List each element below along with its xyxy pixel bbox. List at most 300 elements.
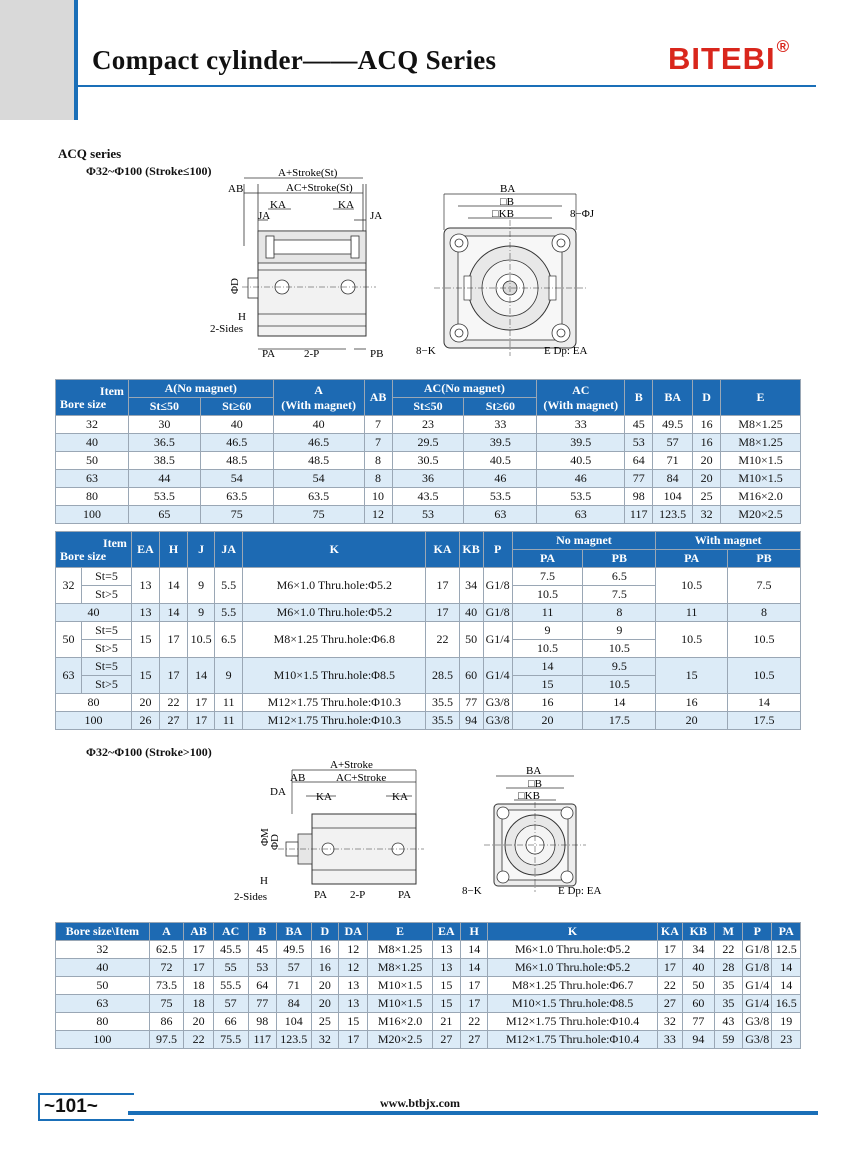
- table-cell: 14: [461, 941, 488, 959]
- table-cell: 63: [464, 506, 537, 524]
- table-cell: 40: [200, 416, 273, 434]
- header-rule: [78, 85, 816, 87]
- cell-k: M12×1.75 Thru.hole:Φ10.3: [243, 694, 426, 712]
- cell-p: G1/8: [483, 604, 512, 622]
- table-cell: M16×2.0: [721, 488, 801, 506]
- cell-bore: 100: [56, 712, 132, 730]
- table-header-cell: M: [714, 923, 742, 941]
- table-cell: 117: [625, 506, 653, 524]
- cell-with-pa: 11: [656, 604, 728, 622]
- header-ba: BA: [653, 380, 693, 416]
- table-cell: 80: [56, 1013, 150, 1031]
- table-cell: 63.5: [200, 488, 273, 506]
- cell-ka: 35.5: [426, 694, 459, 712]
- table-cell: 12: [364, 506, 392, 524]
- cell-h: 27: [160, 712, 188, 730]
- table-cell: 98: [625, 488, 653, 506]
- table-header-cell: Bore size\Item: [56, 923, 150, 941]
- header-blue-line: [74, 0, 78, 120]
- cell-ja: 9: [215, 658, 243, 694]
- cell-k: M10×1.5 Thru.hole:Φ8.5: [243, 658, 426, 694]
- table-cell: 16.5: [772, 995, 801, 1013]
- table-dimensions-1: [55, 379, 801, 524]
- table-cell: 17: [461, 977, 488, 995]
- table-row: [56, 434, 801, 452]
- cell-ja: 5.5: [215, 568, 243, 604]
- cell-ea: 15: [131, 622, 159, 658]
- dim-phi-m-2: ΦM: [259, 828, 271, 846]
- table-cell: 64: [625, 452, 653, 470]
- table-cell: 75: [200, 506, 273, 524]
- table-cell: 20: [693, 452, 721, 470]
- header2-ka: KA: [426, 532, 459, 568]
- table-cell: 54: [200, 470, 273, 488]
- cell-pa: 10.5: [512, 640, 583, 658]
- table-cell: 63: [537, 506, 625, 524]
- table-cell: 12.5: [772, 941, 801, 959]
- table-cell: 94: [683, 1031, 715, 1049]
- table-cell: 22: [657, 977, 682, 995]
- dim-ab: AB: [228, 183, 244, 195]
- header2-ja: JA: [215, 532, 243, 568]
- table-header-cell: EA: [432, 923, 460, 941]
- dim-b-2: □B: [528, 778, 542, 790]
- header2-with-magnet: With magnet: [656, 532, 801, 550]
- header2-with-magnet-pb: PB: [728, 550, 801, 568]
- front-view-drawing-2: [458, 764, 628, 904]
- header2-k: K: [243, 532, 426, 568]
- table-cell: 57: [276, 959, 311, 977]
- table-row: [56, 568, 801, 586]
- header-ac-no-magnet: AC(No magnet): [392, 380, 537, 398]
- table-cell: 25: [311, 1013, 338, 1031]
- cell-p: G1/4: [483, 658, 512, 694]
- cell-pb: 8: [583, 604, 656, 622]
- dim-ja-right: JA: [370, 210, 383, 222]
- cell-j: 14: [188, 658, 215, 694]
- table-cell: 15: [432, 995, 460, 1013]
- table-row: [56, 1013, 801, 1031]
- table-cell: G1/8: [743, 941, 772, 959]
- table-cell: 39.5: [537, 434, 625, 452]
- cell-pa: 14: [512, 658, 583, 676]
- website-url: www.btbjx.com: [380, 1096, 460, 1110]
- table-cell: 34: [683, 941, 715, 959]
- cell-pb: 17.5: [583, 712, 656, 730]
- cell-kb: 34: [459, 568, 483, 604]
- table-cell: 65: [128, 506, 200, 524]
- header2-with-magnet-pa: PA: [656, 550, 728, 568]
- cell-ja: 6.5: [215, 622, 243, 658]
- table-cell: 75: [273, 506, 364, 524]
- dim-e-dp: E Dp: EA: [544, 345, 588, 357]
- cell-pb: 6.5: [583, 568, 656, 586]
- table-cell: G1/4: [743, 977, 772, 995]
- table-cell: 18: [184, 995, 213, 1013]
- table-cell: 17: [184, 959, 213, 977]
- cell-pa: 11: [512, 604, 583, 622]
- cell-with-pb: 17.5: [728, 712, 801, 730]
- cell-pa: 15: [512, 676, 583, 694]
- table-cell: 40: [56, 434, 129, 452]
- table-cell: 29.5: [392, 434, 464, 452]
- cell-h: 17: [160, 622, 188, 658]
- dim-eight-k-2: 8−K: [462, 885, 482, 897]
- table-cell: M8×1.25: [721, 416, 801, 434]
- table-cell: 28: [714, 959, 742, 977]
- table-cell: 84: [653, 470, 693, 488]
- table-cell: M10×1.5 Thru.hole:Φ8.5: [488, 995, 657, 1013]
- dim-ka-left-2: KA: [316, 791, 332, 803]
- side-view-drawing-2: [230, 758, 430, 908]
- cell-stroke: St>5: [82, 586, 132, 604]
- table-cell: 48.5: [273, 452, 364, 470]
- header2-no-magnet: No magnet: [512, 532, 656, 550]
- table-row: [56, 995, 801, 1013]
- cell-ea: 13: [131, 604, 159, 622]
- table-cell: 73.5: [149, 977, 184, 995]
- table-cell: 66: [213, 1013, 248, 1031]
- table-header-cell: DA: [339, 923, 368, 941]
- table-cell: 17: [339, 1031, 368, 1049]
- table-cell: 53: [392, 506, 464, 524]
- cell-ka: 22: [426, 622, 459, 658]
- front-view-drawing-1: [414, 180, 624, 366]
- table-cell: 30: [128, 416, 200, 434]
- cell-ea: 13: [131, 568, 159, 604]
- table-header-cell: K: [488, 923, 657, 941]
- table-cell: 45.5: [213, 941, 248, 959]
- table-cell: M6×1.0 Thru.hole:Φ5.2: [488, 941, 657, 959]
- dim-eight-k: 8−K: [416, 345, 436, 357]
- table-row: [56, 452, 801, 470]
- cell-with-pb: 14: [728, 694, 801, 712]
- table-header-cell: E: [368, 923, 432, 941]
- table-cell: 40.5: [464, 452, 537, 470]
- cell-with-pb: 10.5: [728, 622, 801, 658]
- table-cell: 62.5: [149, 941, 184, 959]
- cell-ea: 26: [131, 712, 159, 730]
- table-cell: 48.5: [200, 452, 273, 470]
- table-cell: 57: [653, 434, 693, 452]
- table-cell: 14: [772, 977, 801, 995]
- dim-h-2: H: [260, 875, 268, 887]
- cell-with-pa: 15: [656, 658, 728, 694]
- cell-h: 14: [160, 568, 188, 604]
- table-row: [56, 488, 801, 506]
- dim-ba: BA: [500, 183, 516, 195]
- table-cell: 32: [657, 1013, 682, 1031]
- header2-ea: EA: [131, 532, 159, 568]
- table-cell: 43: [714, 1013, 742, 1031]
- cell-ja: 11: [215, 712, 243, 730]
- cell-j: 17: [188, 712, 215, 730]
- table-header-cell: B: [248, 923, 276, 941]
- dim-h: H: [238, 311, 246, 323]
- footer-rule: [128, 1111, 818, 1115]
- table-cell: 36.5: [128, 434, 200, 452]
- table-cell: 16: [693, 434, 721, 452]
- cell-ja: 5.5: [215, 604, 243, 622]
- table-header-cell: AB: [184, 923, 213, 941]
- table-cell: 16: [311, 941, 338, 959]
- table-cell: 7: [364, 416, 392, 434]
- cell-pa: 9: [512, 622, 583, 640]
- cell-stroke: St=5: [82, 622, 132, 640]
- table-header-cell: A: [149, 923, 184, 941]
- dim-two-p-2: 2-P: [350, 889, 366, 901]
- table-cell: 19: [772, 1013, 801, 1031]
- page-title: Compact cylinder——ACQ Series: [92, 45, 497, 75]
- cell-k: M8×1.25 Thru.hole:Φ6.8: [243, 622, 426, 658]
- cell-kb: 50: [459, 622, 483, 658]
- table-cell: 22: [461, 1013, 488, 1031]
- table-cell: 55.5: [213, 977, 248, 995]
- cell-k: M6×1.0 Thru.hole:Φ5.2: [243, 568, 426, 604]
- table-cell: 23: [392, 416, 464, 434]
- cell-bore: 80: [56, 694, 132, 712]
- table-cell: 97.5: [149, 1031, 184, 1049]
- cell-p: G1/4: [483, 622, 512, 658]
- table-cell: 123.5: [276, 1031, 311, 1049]
- table-cell: 33: [537, 416, 625, 434]
- header2-j: J: [188, 532, 215, 568]
- table-cell: 17: [461, 995, 488, 1013]
- table-cell: 39.5: [464, 434, 537, 452]
- dim-pa-left-2: PA: [314, 889, 328, 901]
- dim-pb: PB: [370, 348, 384, 360]
- header-ab: AB: [364, 380, 392, 416]
- dim-phi-d-2: ΦD: [269, 834, 281, 850]
- table-header-cell: AC: [213, 923, 248, 941]
- side-view-drawing-1: [206, 166, 406, 362]
- table-cell: 53.5: [464, 488, 537, 506]
- table-cell: M8×1.25: [368, 959, 432, 977]
- table-cell: M12×1.75 Thru.hole:Φ10.4: [488, 1013, 657, 1031]
- table-cell: 35: [714, 995, 742, 1013]
- dim-b: □B: [500, 196, 514, 208]
- header2-corner: Item Bore size: [56, 532, 132, 568]
- cell-pb: 10.5: [583, 640, 656, 658]
- dim-two-sides-2: 2-Sides: [234, 891, 267, 903]
- table-cell: 35: [714, 977, 742, 995]
- cell-j: 17: [188, 694, 215, 712]
- dim-pa-right-2: PA: [398, 889, 412, 901]
- table-cell: 46.5: [200, 434, 273, 452]
- cell-pa: 20: [512, 712, 583, 730]
- table-cell: 104: [276, 1013, 311, 1031]
- table-cell: 100: [56, 506, 129, 524]
- table-cell: 33: [657, 1031, 682, 1049]
- table-cell: 46: [537, 470, 625, 488]
- table-cell: 8: [364, 452, 392, 470]
- dim-phi-d: ΦD: [229, 278, 241, 294]
- table-cell: 117: [248, 1031, 276, 1049]
- header2-kb: KB: [459, 532, 483, 568]
- table-cell: 12: [339, 959, 368, 977]
- header2-h: H: [160, 532, 188, 568]
- table-cell: 104: [653, 488, 693, 506]
- table-cell: M20×2.5: [368, 1031, 432, 1049]
- table-cell: M12×1.75 Thru.hole:Φ10.4: [488, 1031, 657, 1049]
- table-cell: 80: [56, 488, 129, 506]
- dim-ac-stroke-2: AC+Stroke: [336, 772, 387, 784]
- section-title: ACQ series: [58, 146, 122, 161]
- table-row: [56, 694, 801, 712]
- cell-with-pa: 10.5: [656, 622, 728, 658]
- cell-p: G3/8: [483, 694, 512, 712]
- dim-kb-2: □KB: [518, 790, 540, 802]
- cell-j: 9: [188, 604, 215, 622]
- table-cell: M20×2.5: [721, 506, 801, 524]
- table-header-cell: D: [311, 923, 338, 941]
- table-header-cell: H: [461, 923, 488, 941]
- table-cell: 16: [693, 416, 721, 434]
- table-dimensions-2: [55, 531, 801, 730]
- header-a-st-ge-60: St≥60: [200, 398, 273, 416]
- section1-subtitle: Φ32~Φ100 (Stroke≤100): [86, 164, 212, 178]
- table-cell: 17: [657, 941, 682, 959]
- table-cell: 77: [625, 470, 653, 488]
- header-ac-st-ge-60: St≥60: [464, 398, 537, 416]
- header-corner: Item Bore size: [56, 380, 129, 416]
- cell-p: G3/8: [483, 712, 512, 730]
- table-cell: 71: [653, 452, 693, 470]
- table-cell: G1/4: [743, 995, 772, 1013]
- table-cell: 14: [772, 959, 801, 977]
- table-cell: 50: [56, 452, 129, 470]
- table2-body: [56, 568, 801, 730]
- table-cell: 53.5: [537, 488, 625, 506]
- header2-p: P: [483, 532, 512, 568]
- cell-with-pa: 10.5: [656, 568, 728, 604]
- table-cell: 46.5: [273, 434, 364, 452]
- table-cell: G1/8: [743, 959, 772, 977]
- dim-kb: □KB: [492, 208, 514, 220]
- table-cell: 15: [432, 977, 460, 995]
- table-cell: 21: [432, 1013, 460, 1031]
- cell-ka: 17: [426, 604, 459, 622]
- table-cell: 45: [248, 941, 276, 959]
- table-cell: 63: [56, 995, 150, 1013]
- table-dimensions-3: [55, 922, 801, 1049]
- table-row: [56, 416, 801, 434]
- header-d: D: [693, 380, 721, 416]
- table-cell: 13: [339, 995, 368, 1013]
- cell-with-pa: 20: [656, 712, 728, 730]
- cell-j: 10.5: [188, 622, 215, 658]
- table-cell: G3/8: [743, 1031, 772, 1049]
- dim-ka-right: KA: [338, 199, 354, 211]
- table-header-cell: KB: [683, 923, 715, 941]
- cell-kb: 94: [459, 712, 483, 730]
- cell-with-pb: 7.5: [728, 568, 801, 604]
- header-e: E: [721, 380, 801, 416]
- table-row: [56, 941, 801, 959]
- table-cell: 49.5: [276, 941, 311, 959]
- table-cell: 20: [693, 470, 721, 488]
- header-gray-tab: [0, 0, 78, 120]
- page-number: ~101~: [38, 1093, 134, 1121]
- table-cell: 77: [683, 1013, 715, 1031]
- table-cell: 40: [56, 959, 150, 977]
- table-cell: 22: [714, 941, 742, 959]
- table-cell: 15: [339, 1013, 368, 1031]
- header-ac-st-le-50: St≤50: [392, 398, 464, 416]
- table-cell: 55: [213, 959, 248, 977]
- cell-pb: 9: [583, 622, 656, 640]
- table-cell: 17: [657, 959, 682, 977]
- cell-ka: 17: [426, 568, 459, 604]
- brand-name: BITEBI: [668, 41, 776, 76]
- cell-with-pb: 8: [728, 604, 801, 622]
- table-cell: 63: [56, 470, 129, 488]
- table-header-cell: BA: [276, 923, 311, 941]
- header2-no-magnet-pb: PB: [583, 550, 656, 568]
- cell-pa: 16: [512, 694, 583, 712]
- header-a-st-le-50: St≤50: [128, 398, 200, 416]
- table-cell: 32: [311, 1031, 338, 1049]
- cell-kb: 40: [459, 604, 483, 622]
- table-cell: 13: [339, 977, 368, 995]
- header2-no-magnet-pa: PA: [512, 550, 583, 568]
- table-cell: 32: [56, 941, 150, 959]
- table-cell: 77: [248, 995, 276, 1013]
- dim-two-p: 2-P: [304, 348, 320, 360]
- table-cell: 86: [149, 1013, 184, 1031]
- table-cell: M16×2.0: [368, 1013, 432, 1031]
- cell-with-pb: 10.5: [728, 658, 801, 694]
- table-cell: 123.5: [653, 506, 693, 524]
- table-cell: M6×1.0 Thru.hole:Φ5.2: [488, 959, 657, 977]
- table-cell: 50: [683, 977, 715, 995]
- table-row: [56, 712, 801, 730]
- cell-ea: 20: [131, 694, 159, 712]
- section2-subtitle: Φ32~Φ100 (Stroke>100): [86, 745, 212, 759]
- table-cell: 25: [693, 488, 721, 506]
- header-b: B: [625, 380, 653, 416]
- dim-two-sides: 2-Sides: [210, 323, 243, 335]
- table-row: [56, 506, 801, 524]
- table-cell: 71: [276, 977, 311, 995]
- dim-ac-stroke: AC+Stroke(St): [286, 182, 353, 194]
- table-row: [56, 977, 801, 995]
- table-cell: 50: [56, 977, 150, 995]
- table-cell: 43.5: [392, 488, 464, 506]
- cell-h: 14: [160, 604, 188, 622]
- table-cell: 14: [461, 959, 488, 977]
- table3-body: [56, 941, 801, 1049]
- table-cell: M8×1.25: [368, 941, 432, 959]
- dim-ka-right-2: KA: [392, 791, 408, 803]
- table-cell: 13: [432, 941, 460, 959]
- table-header-cell: KA: [657, 923, 682, 941]
- table-cell: 20: [311, 995, 338, 1013]
- table-cell: 12: [339, 941, 368, 959]
- table-cell: 45: [625, 416, 653, 434]
- table-cell: 27: [432, 1031, 460, 1049]
- table-cell: 46: [464, 470, 537, 488]
- dim-e-dp-2: E Dp: EA: [558, 885, 602, 897]
- table-cell: 40: [273, 416, 364, 434]
- table-cell: 17: [184, 941, 213, 959]
- table-cell: 59: [714, 1031, 742, 1049]
- table-header-cell: P: [743, 923, 772, 941]
- table-row: [56, 470, 801, 488]
- table-cell: 40: [683, 959, 715, 977]
- table-cell: 20: [184, 1013, 213, 1031]
- table1-body: [56, 416, 801, 524]
